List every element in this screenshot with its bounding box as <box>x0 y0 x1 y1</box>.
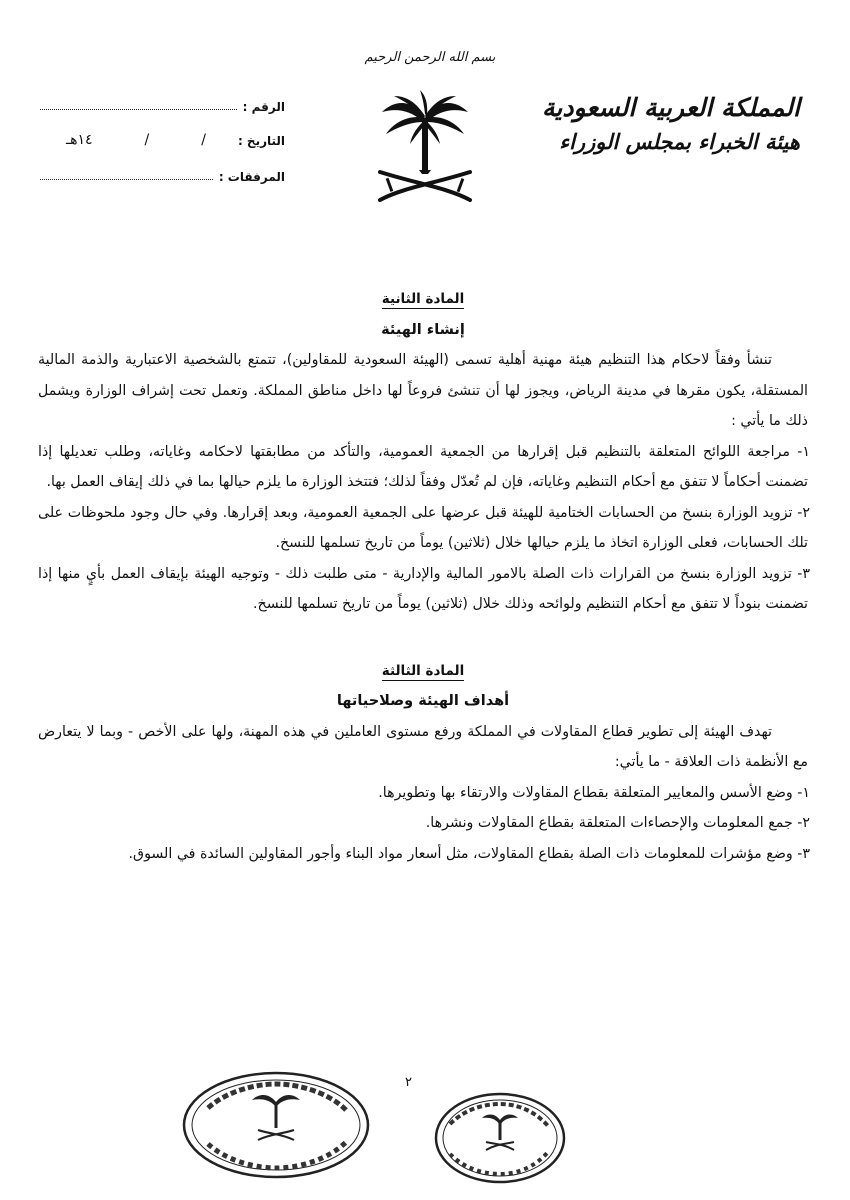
attachments-field <box>40 158 285 184</box>
reference-number-line <box>40 108 237 110</box>
kingdom-name: المملكة العربية السعودية <box>541 93 800 122</box>
article-3-subtitle: أهداف الهيئة وصلاحياتها <box>336 693 510 709</box>
reference-number-field <box>40 88 285 114</box>
letterhead-titles <box>540 92 800 154</box>
date-label: التاريخ : <box>237 134 285 148</box>
page-number: ٢ <box>405 1075 412 1090</box>
article-2-intro: تنشأ وفقاً لاحكام هذا التنظيم هيئة مهنية أهلية تسمى (الهيئة السعودية للمقاولين)، تتمتع بالشخصية الاعتبارية والذمة المالية المستقلة، يكون مقرها في مدينة الرياض، ويجوز لها أن تنشئ فروعاً لها داخل مناطق المملكة. وتعمل تحت إشراف الوزارة ويشمل ذلك ما يأتي : <box>38 352 808 429</box>
article-3-intro: تهدف الهيئة إلى تطوير قطاع المقاولات في المملكة ورفع مستوى العاملين في هذه المهنة، ولها على الأخص - وبما لا يتعارض مع الأنظمة ذات العلاقة - ما يأتي: <box>38 723 808 770</box>
article-3-item-1: ١- وضع الأسس والمعايير المتعلقة بقطاع المقاولات والارتقاء بها وتطويرها. <box>378 784 810 801</box>
article-3-item-3: ٣- وضع مؤشرات للمعلومات ذات الصلة بقطاع المقاولات، مثل أسعار مواد البناء وأجور المقاولين السائدة في السوق. <box>128 845 810 862</box>
attachments-label: المرفقات : <box>218 170 285 184</box>
article-2-item-1: ١- مراجعة اللوائح المتعلقة بالتنظيم قبل إقرارها من الجمعية العمومية، والتأكد من مطابقتها لاحكامه وغاياته، وطلب تعديلها إذا تضمنت أحكاماً لا تتفق مع أحكام التنظيم وغاياته، فإن لم تُعدّل وفقاً لذلك؛ فتتخذ الوزارة ما يلزم حيالها بما في ذلك إيقاف العمل بها. <box>38 443 810 490</box>
date-month-sep: / <box>144 132 150 148</box>
article-2-item-2: ٢- تزويد الوزارة بنسخ من الحسابات الختامية للهيئة قبل عرضها على الجمعية العمومية، وبعد إقرارها. وفي حال وجود ملحوظات على تلك الحسابات، فعلى الوزارة اتخاذ ما يلزم حيالها خلال (ثلاثين) يوماً من تاريخ تسلمها للنسخ. <box>38 504 810 551</box>
article-2-subtitle: إنشاء الهيئة <box>381 321 465 338</box>
bureau-name: هيئة الخبراء بمجلس الوزراء <box>559 129 800 155</box>
spacer <box>38 620 808 656</box>
basmala: بسم الله الرحمن الرحيم <box>364 50 496 65</box>
official-seal-left-icon <box>178 1068 374 1183</box>
article-3-title: المادة الثالثة <box>381 662 465 679</box>
date-year: ١٤هـ <box>65 132 93 148</box>
date-day-sep: / <box>201 132 206 148</box>
article-3-item-2: ٢- جمع المعلومات والإحصاءات المتعلقة بقطاع المقاولات ونشرها. <box>425 815 810 831</box>
attachments-line <box>40 178 213 180</box>
document-body <box>38 284 808 869</box>
reference-number-label: الرقم : <box>242 100 285 114</box>
date-values <box>40 132 232 148</box>
official-seal-right-icon <box>430 1088 570 1188</box>
article-2-title: المادة الثانية <box>381 291 465 307</box>
article-2-item-3: ٣- تزويد الوزارة بنسخ من القرارات ذات الصلة بالامور المالية والإدارية - متى طلبت ذلك - وتوجيه الهيئة بإيقاف العمل بأيٍ منها إذا تضمنت بنوداً لا تتفق مع أحكام التنظيم ولوائحه وذلك خلال (ثلاثين) يوماً من تاريخ تسلمها للنسخ. <box>38 565 810 612</box>
date-field <box>40 122 285 148</box>
palm-swords-emblem-icon <box>372 88 478 206</box>
